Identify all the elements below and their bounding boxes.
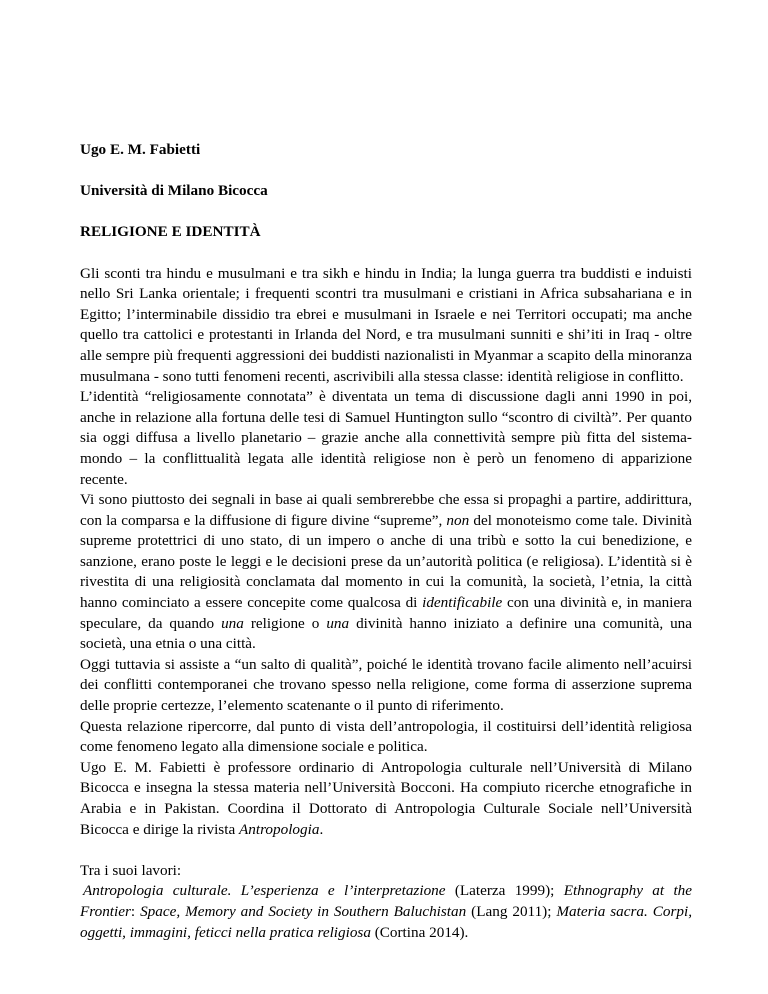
document-page (80, 140, 692, 943)
paragraph-1: Gli sconti tra hindu e musulmani e tra sikh e hindu in India; la lunga guerra tra buddisti e induisti nello Sri Lanka orientale; i frequenti scontri tra musulmani e cristiani in Africa subsahariana e in Egitto; l’interminabile dissidio tra ebrei e musulmani in Israele e nei Territori occupati; ma anche quello tra cattolici e protestanti in Irlanda del Nord, e tra musulmani sunniti e shi’iti in Iraq - oltre alle sempre più frequenti aggressioni dei buddisti nazionalisti in Myanmar a scapito della minoranza musulmana - sono tutti fenomeni recenti, ascrivibili alla stessa classe: identità religiose in conflitto. (80, 264, 692, 385)
work-3-publisher: (Cortina 2014). (370, 923, 469, 941)
document-title: RELIGIONE E IDENTITÀ (80, 223, 261, 241)
work-2-publisher: (Lang 2011); (466, 902, 557, 920)
works-intro: Tra i suoi lavori: (80, 861, 182, 879)
bio-text-b: . (319, 820, 324, 838)
abstract-body (80, 264, 692, 841)
paragraph-6-bio (80, 758, 692, 840)
paragraph-3-emphasis-4: una (326, 614, 350, 632)
paragraph-3-text-a: Vi sono piuttosto dei segnali in base ai quali sembrerebbe che essa si propaghi a partire, addirittura, con la comparsa e la diffusione di figure divine “supreme”, (80, 491, 692, 529)
paragraph-3-text-e: divinità hanno iniziato a definire una comunità, una società, una etnia o una città. (80, 614, 693, 653)
journal-name: Antropologia (238, 820, 320, 838)
author-name: Ugo E. M. Fabietti (80, 141, 201, 158)
paragraph-5: Questa relazione ripercorre, dal punto di vista dell’antropologia, il costituirsi dell’identità religiosa come fenomeno legato alla dimensione sociale e politica. (80, 717, 692, 756)
bio-text-a: Ugo E. M. Fabietti è professore ordinario di Antropologia culturale nell’Università di Milano Bicocca e insegna la stessa materia nell’Università Bocconi. Ha compiuto ricerche etnografiche in Arabia e in Pakistan. Coordina il Dottorato di Antropologia Culturale Sociale nell’Università Bicocca e dirige la rivista (80, 758, 692, 838)
work-2-separator: : (130, 902, 141, 920)
paragraph-3-emphasis-3: una (221, 614, 244, 632)
work-1-title: Antropologia culturale. L’esperienza e l’interpretazione (83, 882, 446, 900)
work-1-publisher: (Laterza 1999); (445, 882, 564, 900)
work-2-title: Ethnography at the Frontier (80, 882, 692, 920)
work-3-title: Materia sacra. Corpi, oggetti, immagini, feticci nella pratica religiosa (80, 902, 692, 941)
paragraph-3-text-c: con una divinità e, in maniera speculare, da quando (80, 594, 692, 632)
paragraph-3 (80, 490, 692, 655)
paragraph-2: L’identità “religiosamente connotata” è diventata un tema di discussione dagli anni 1990 in poi, anche in relazione alla fortuna delle tesi di Samuel Huntington sullo “scontro di civiltà”. Per quanto sia oggi diffusa a livello planetario – grazie anche alla connettività sempre più fitta del sistema-mondo – la conflittualità legata alle identità religiose non è però un fenomeno di apparizione recente. (80, 388, 692, 488)
paragraph-3-text-b: del monoteismo come tale. Divinità supreme protettrici di uno stato, di un impero o anche di una tribù e sotto la cui benedizione, e sanzione, erano poste le leggi e le decisioni prese da un’autorità politica (e religiosa). L’identità si è rivestita di una religiosità conclamata dal momento in cui la comunità, la società, l’etnia, la città hanno cominciato a essere concepite come qualcosa di (80, 511, 693, 612)
works-section (80, 861, 692, 943)
paragraph-3-emphasis-1: non (446, 511, 470, 529)
paragraph-3-emphasis-2: identificabile (422, 594, 503, 612)
paragraph-4: Oggi tuttavia si assiste a “un salto di qualità”, poiché le identità trovano facile alimento nell’acuirsi dei conflitti contemporanei che trovano spesso nella religione, come forma di asserzione suprema delle proprie certezze, l’elemento scatenante o il punto di riferimento. (80, 655, 692, 715)
university-name: Università di Milano Bicocca (80, 182, 268, 200)
paragraph-3-text-d: religione o (243, 614, 327, 632)
work-2-subtitle: Space, Memory and Society in Southern Baluchistan (140, 902, 467, 920)
works-list (80, 881, 692, 943)
